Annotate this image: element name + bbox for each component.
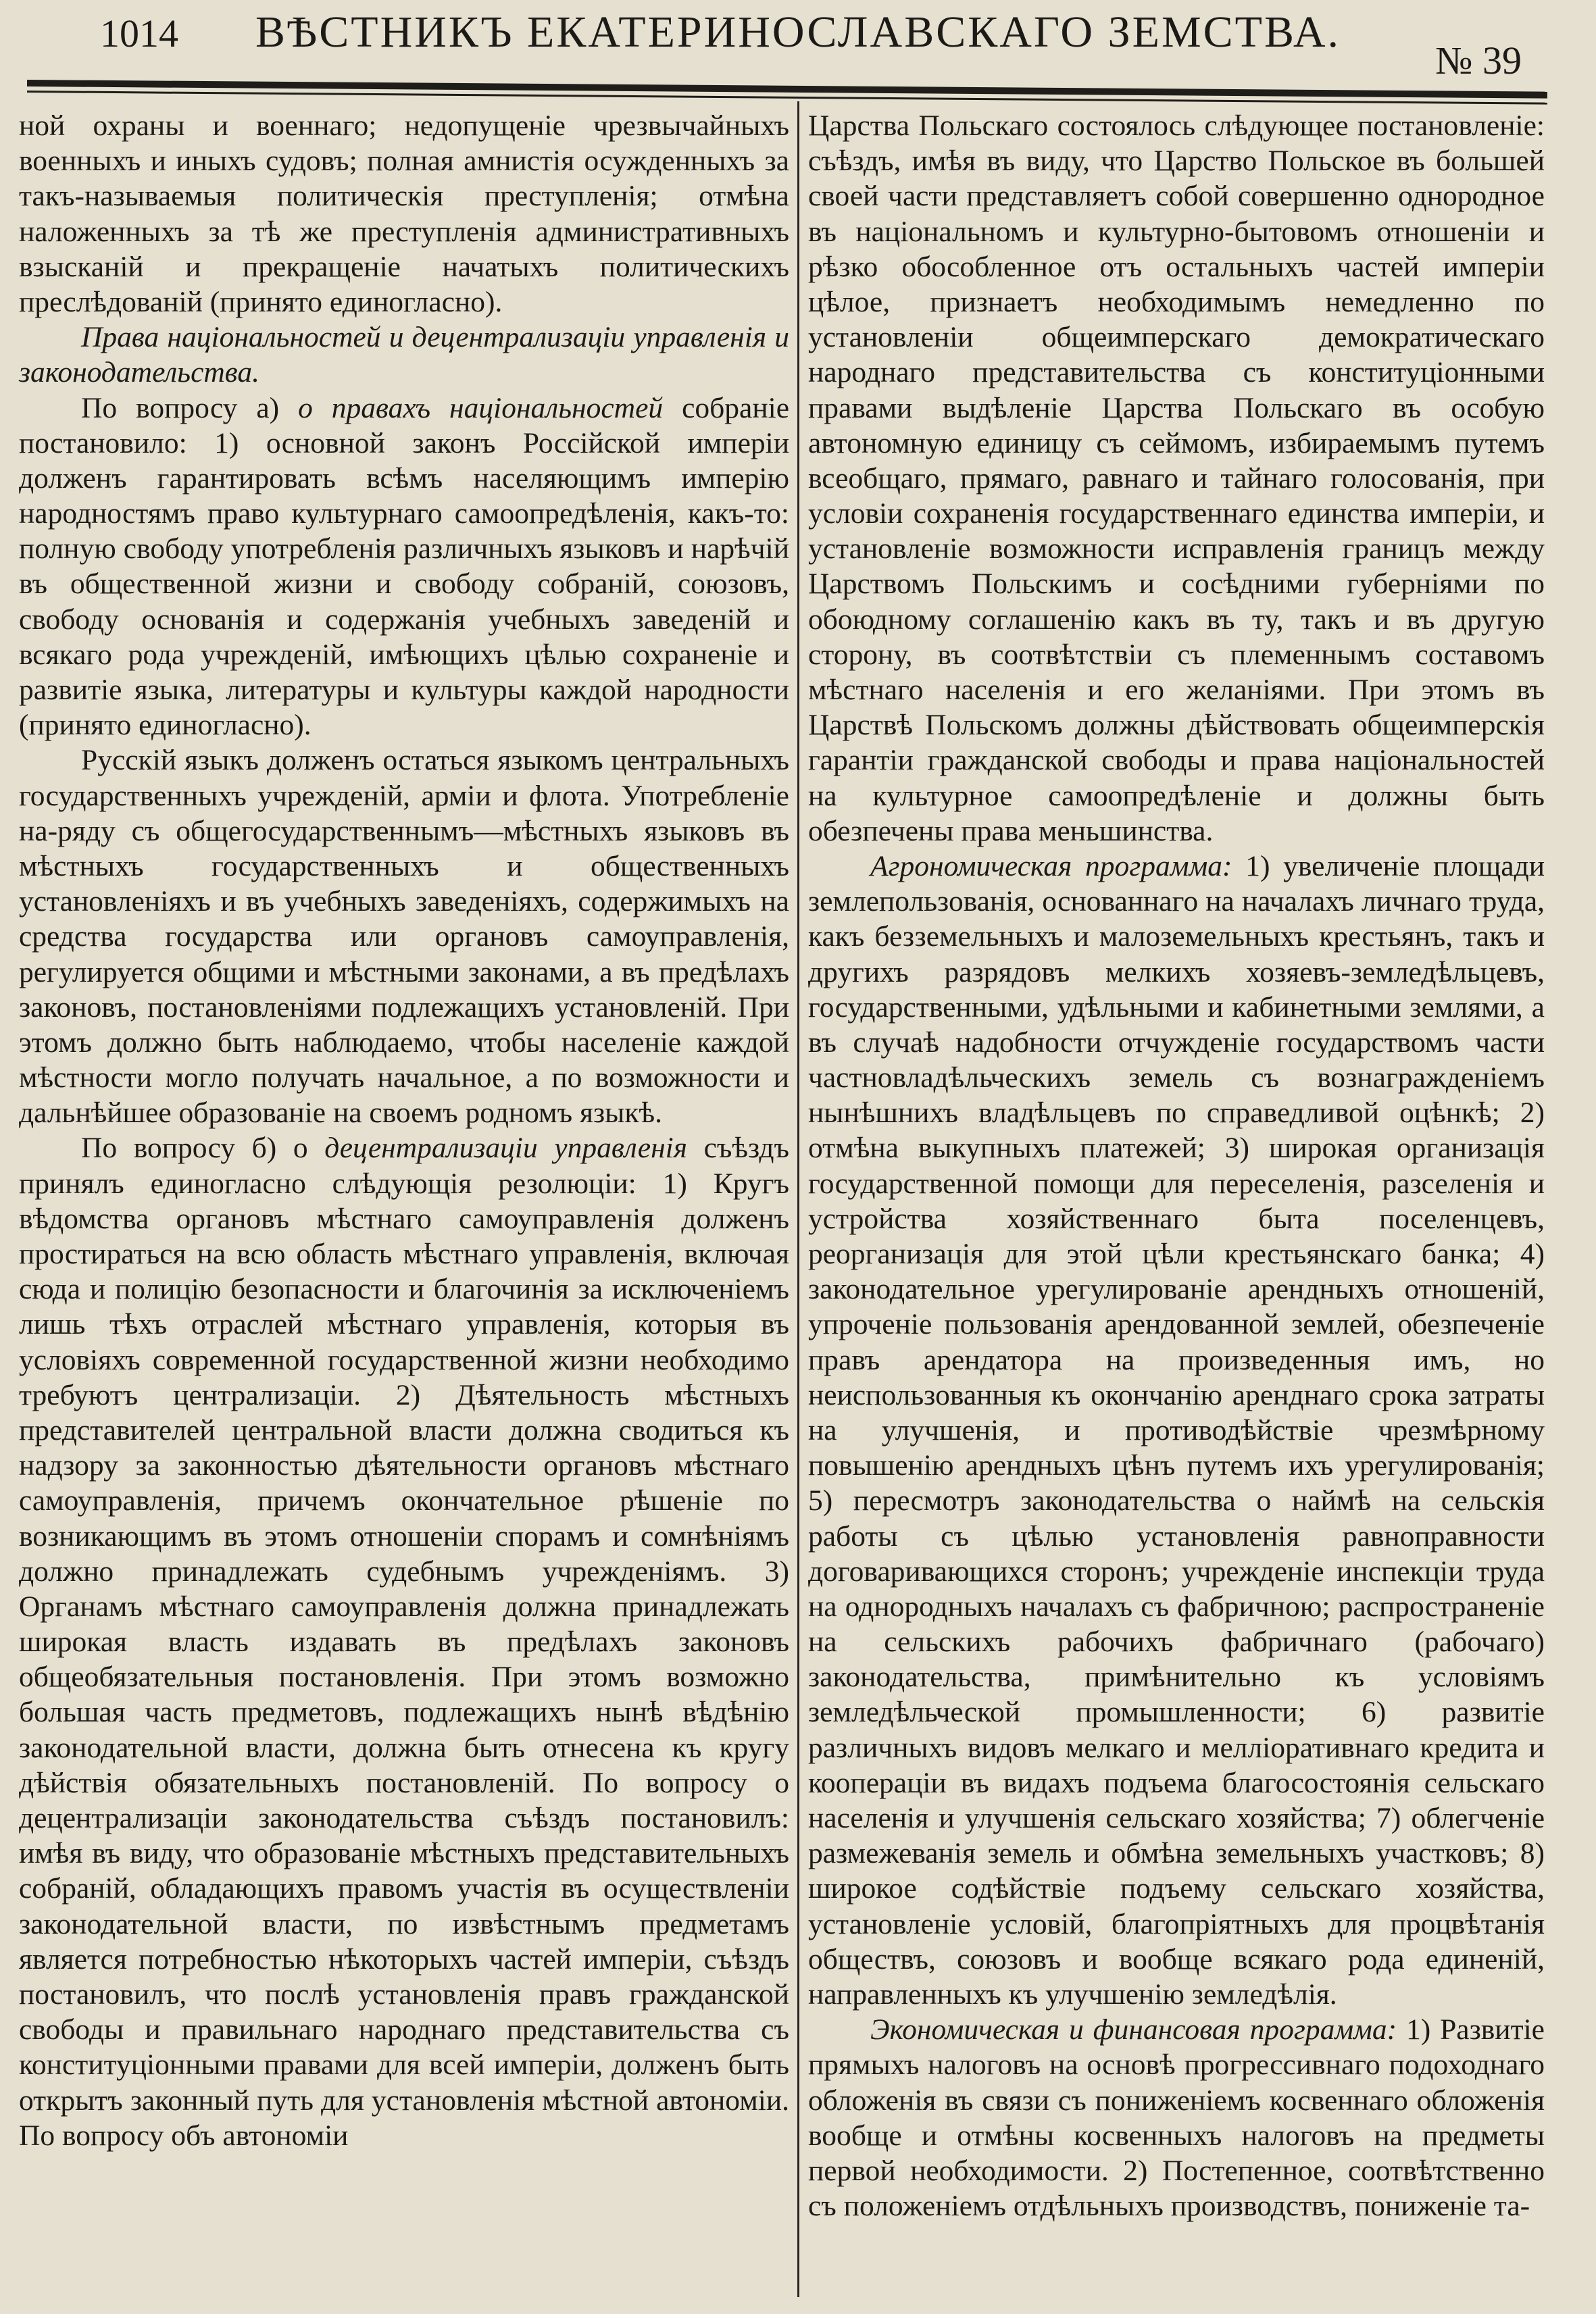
body-text: съѣздъ принялъ единогласно слѣдующія резолюціи: 1) Кругъ вѣдомства органовъ мѣстнаго самоуправленія долженъ простираться на всю область мѣстнаго управленія, включая сюда и полицію безопасности и благочинія за исключеніемъ лишь тѣхъ отраслей мѣстнаго управленія, которыя въ условіяхъ современной государственной жизни необходимо требуютъ централизаціи. 2) Дѣятельность мѣстныхъ представителей центральной власти должна сводиться къ надзору за законностью дѣятельности органовъ мѣстнаго самоуправленія, причемъ окончательное рѣшеніе по возникающимъ въ этомъ отношеніи спорамъ и сомнѣніямъ должно принадлежать судебнымъ учрежденіямъ. 3) Органамъ мѣстнаго самоуправленія должна принадлежать широкая власть издавать въ предѣлахъ законовъ общеобязательныя постановленія. При этомъ возможно большая часть предметовъ, подлежащихъ нынѣ вѣдѣнію законодательной власти, должна быть отнесена къ кругу дѣйствія обязательныхъ постановленій. По вопросу о децентрализаціи законодательства съѣздъ постановилъ: имѣя въ виду, что образованіе мѣстныхъ представительныхъ собраній, обладающихъ правомъ участія въ осуществленіи законодательной власти, по извѣстнымъ предметамъ является потребностью нѣкоторыхъ частей имперіи, съѣздъ постановилъ, что послѣ установленія правъ гражданской свободы и правильнаго народнаго представительства съ конституціонными правами для всей имперіи, долженъ быть открытъ законный путь для установленія мѣстной автономіи. По вопросу объ автономіи — [19, 1132, 790, 2152]
paragraph-amnesty: ной охраны и военнаго; недопущеніе чрезвычайныхъ военныхъ и иныхъ судовъ; полная амнистія осужденныхъ за такъ-называемыя политическія преступленія; отмѣна наложенныхъ за тѣ же преступленія административныхъ взысканій и прекращеніе начатыхъ политическихъ преслѣдованій (принято единогласно). — [19, 109, 789, 318]
left-column — [19, 108, 789, 2153]
journal-title: ВѢСТНИКЪ ЕКАТЕРИНОСЛАВСКАГО ЗЕМСТВА. — [255, 7, 1341, 57]
lead-text: По вопросу б) о — [81, 1132, 325, 1165]
body-text: собраніе постановило: 1) основной законъ Россійской имперіи долженъ гарантировать всѣмъ населяющимъ имперію народностямъ право культурнаго самоопредѣленія, какъ-то: полную свободу употребленія различныхъ языковъ и нарѣчій въ общественной жизни и свободу собраній, союзовъ, свободу основанія и содержанія учебныхъ заведеній и всякаго рода учрежденій, имѣющихъ цѣлью сохраненіе и развитіе языка, литературы и культуры каждой народности (принято единогласно). — [19, 391, 790, 742]
column-divider — [797, 101, 799, 2297]
issue-number: № 39 — [1435, 39, 1522, 82]
section-heading-nationalities: Права національностей и децентрализаціи управленія и законодательства. — [19, 321, 789, 389]
paragraph-economic-program — [808, 2012, 1545, 2223]
body-text: 1) Развитіе прямыхъ налоговъ на основѣ прогрессивнаго подоходнаго обложенія въ связи съ пониженіемъ косвеннаго обложенія вообще и отмѣны косвенныхъ налоговъ на предметы первой необходимости. 2) Постепенное, соотвѣтственно съ положеніемъ отдѣльныхъ производствъ, пониженіе та- — [808, 2013, 1545, 2223]
paragraph-poland-autonomy: Царства Польскаго состоялось слѣдующее постановленіе: съѣздъ, имѣя въ виду, что Царство Польское въ большей своей части представляетъ собой совершенно однородное въ національномъ и культурно-бытовомъ отношеніи и рѣзко обособленное отъ остальныхъ частей имперіи цѣлое, признаетъ необходимымъ немедленно по установленіи общеимперскаго демократическаго народнаго представительства съ конституціонными правами выдѣленіе Царства Польскаго въ особую автономную единицу съ сеймомъ, избираемымъ путемъ всеобщаго, прямаго, равнаго и тайнаго голосованія, при условіи сохраненія государственнаго единства имперіи, и установленіе возможности исправленія границъ между Царствомъ Польскимъ и сосѣдними губерніями по обоюдному соглашенію какъ въ ту, такъ и въ другую сторону, въ соотвѣтствіи съ племеннымъ составомъ мѣстнаго населенія и его желаніями. При этомъ въ Царствѣ Польскомъ должны дѣйствовать общеимперскія гарантіи гражданской свободы и права національностей на культурное самоопредѣленіе и должны быть обезпечены права меньшинства. — [808, 109, 1545, 847]
header-rule — [27, 80, 1547, 99]
emphasis-term: децентрализаціи управленія — [324, 1132, 687, 1165]
paragraph-nationality-rights — [19, 391, 789, 743]
page-number: 1014 — [100, 11, 178, 55]
body-text: 1) увеличеніе площади землепользованія, основаннаго на началахъ личнаго труда, какъ безземельныхъ и малоземельныхъ крестьянъ, такъ и другихъ разрядовъ мелкихъ хозяевъ-земледѣльцевъ, государственными, удѣльными и кабинетными землями, а въ случаѣ надобности отчужденіе государствомъ части частновладѣльческихъ земель съ вознагражденіемъ нынѣшнихъ владѣльцевъ по справедливой оцѣнкѣ; 2) отмѣна выкупныхъ платежей; 3) широкая организація государственной помощи для переселенія, разселенія и устройства хозяйственнаго быта поселенцевъ, реорганизація для этой цѣли крестьянскаго банка; 4) законодательное урегулированіе арендныхъ отношеній, упроченіе пользованія арендованной землей, обезпеченіе правъ арендатора на произведенныя имъ, но неиспользованныя къ окончанію аренднаго срока затраты на улучшенія, и противодѣйствіе чрезмѣрному повышенію арендныхъ цѣнъ путемъ ихъ урегулированія; 5) пересмотръ законодательства о наймѣ на сельскія работы съ цѣлью установленія равноправности договаривающихся сторонъ; учрежденіе инспекціи труда на однородныхъ началахъ съ фабричною; распространеніе на сельскихъ рабочихъ фабричнаго (рабочаго) законодательства, примѣнительно къ условіямъ земледѣльческой промышленности; 6) развитіе различныхъ видовъ мелкаго и мелліоративнаго кредита и коопераціи въ видахъ подъема благосостоянія сельскаго населенія и улучшенія сельскаго хозяйства; 7) облегченіе размежеванія земель и обмѣна земельныхъ участковъ; 8) широкое содѣйствіе подъему сельскаго хозяйства, установленіе условій, благопріятныхъ для процвѣтанія обществъ, союзовъ и вообще всякаго рода единеній, направленныхъ къ улучшенію земледѣлія. — [808, 849, 1545, 2011]
emphasis-term: о правахъ національностей — [298, 391, 664, 424]
right-column — [808, 108, 1545, 2223]
page-header — [27, 5, 1569, 80]
paragraph-agronomic-program — [808, 849, 1545, 2012]
lead-text: По вопросу а) — [81, 391, 299, 424]
paragraph-russian-language: Русскій языкъ долженъ остаться языкомъ центральныхъ государственныхъ учрежденій, арміи и флота. Употребленіе на-ряду съ общегосударственнымъ—мѣстныхъ языковъ въ мѣстныхъ государственныхъ и общественныхъ установленіяхъ и въ учебныхъ заведеніяхъ, содержимыхъ на средства государства или органовъ самоуправленія, регулируется общими и мѣстными законами, а въ предѣлахъ законовъ, постановленіями подлежащихъ установленій. При этомъ должно быть наблюдаемо, чтобы населеніе каждой мѣстности могло получать начальное, а по возможности и дальнѣйшее образованіе на своемъ родномъ языкѣ. — [19, 744, 789, 1130]
emphasis-term: Экономическая и финансовая программа: — [870, 2013, 1397, 2046]
paragraph-decentralization — [19, 1130, 789, 2153]
emphasis-term: Агрономическая программа: — [870, 849, 1232, 882]
